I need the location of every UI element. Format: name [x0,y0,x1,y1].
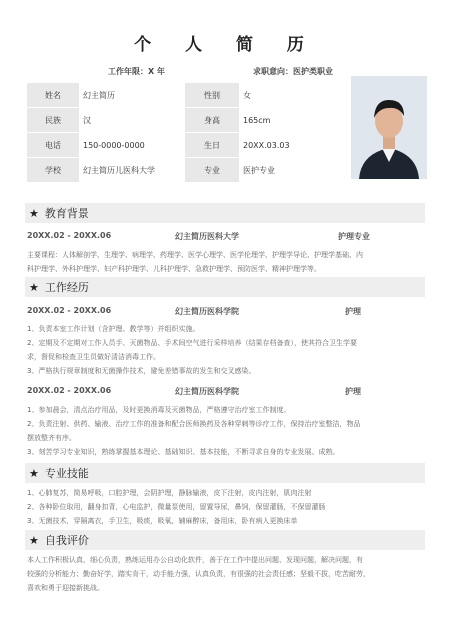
work-entry [27,386,427,398]
star-icon: ★ [29,280,39,294]
self-evaluation-text [27,553,427,595]
text-line: 1、参加晨会，清点治疗用品，及时更换消毒及灭菌物品，严格遵守治疗室工作制度。 [27,406,291,414]
work-years: 工作年限：X 年 [108,67,165,76]
text-line: 1、负责本室工作计划（含护理、教学等）并组织实施。 [27,325,200,333]
education-entry [27,231,427,243]
education-courses [27,248,427,276]
info-label: 姓名 [27,83,79,107]
star-icon: ★ [29,533,39,547]
text-line: 1、心肺复苏，简易呼吸，口腔护理，会阴护理，静脉输液，皮下注射，皮内注射，肌肉注射 [27,489,312,497]
section-title: 工作经历 [44,281,89,294]
info-label: 性别 [185,83,239,107]
info-row [27,158,343,182]
text-line: 较强的分析能力；勤奋好学，踏实肯干，动手能力强，认真负责，有很强的社会责任感；坚毅不拔，吃苦耐劳， [27,570,370,578]
text-line: 主要课程：人体解剖学、生理学、病理学、药理学、医学心理学、医学伦理学、护理学导论、护理学基础、内 [27,251,363,259]
skills-list [27,486,427,528]
info-label: 民族 [27,108,79,132]
text-line: 喜欢和勇于迎接新挑战。 [27,584,104,592]
text-line: 摆放整齐有序。 [27,434,76,442]
entry-role: 护理 [345,387,361,396]
text-line: 2、负责注射、供药、输液、治疗工作的准备和配合医师换药及各种穿刺等诊疗工作，保持治疗室整洁，物品 [27,420,361,428]
entry-date: 20XX.02 - 20XX.06 [27,306,112,315]
text-line: 求，督促和检查卫生员做好清洁消毒工作。 [27,353,160,361]
section-work [25,277,425,297]
star-icon: ★ [29,206,39,220]
entry-org: 幻主简历医科学院 [175,307,239,316]
basic-info-table [27,83,343,183]
person-portrait-icon [351,76,427,179]
section-title: 教育背景 [44,207,89,220]
entry-date: 20XX.02 - 20XX.06 [27,386,112,395]
text-line: 3、刻苦学习专业知识，熟练掌握基本理论、基础知识、基本技能，不断寻求自身的专业发展、成熟。 [27,448,340,456]
job-intention: 求职意向：医护类职业 [253,67,333,76]
text-line: 2、定期及不定期对工作人员手、灭菌物品、手术间空气进行采样培养（结果存档备查），使其符合卫生学要 [27,339,357,347]
text-line: 3、严格执行规章制度和无菌操作技术，避免差错事故的发生和交叉感染。 [27,367,256,375]
entry-org: 幻主简历医科大学 [175,232,239,241]
text-line: 本人工作积极认真，细心负责，熟练运用办公自动化软件，善于在工作中提出问题、发现问题，解决问题，有 [27,556,363,564]
info-row [27,108,343,132]
info-label: 电话 [27,133,79,157]
work-duties [27,403,427,459]
info-row [27,83,343,107]
info-label: 专业 [185,158,239,182]
section-skills [25,463,425,483]
profile-photo [351,76,427,179]
section-self-evaluation [25,530,425,550]
info-value: 汉 [79,108,181,132]
info-value: 医护专业 [239,158,343,182]
info-value: 幻主简历儿医科大学 [79,158,181,182]
work-entry [27,306,427,318]
entry-date: 20XX.02 - 20XX.06 [27,231,112,240]
section-title: 自我评价 [44,534,89,547]
star-icon: ★ [29,466,39,480]
info-value: 幻主简历 [79,83,181,107]
info-label: 身高 [185,108,239,132]
text-line: 科护理学、外科护理学、妇产科护理学、儿科护理学、急救护理学、预防医学、精神护理学等。 [27,265,321,273]
info-row [27,133,343,157]
text-line: 2、各种卧位取用，翻身扣背，心电监护，微量泵使用，留置导尿，鼻饲，保留灌肠，不保留灌肠 [27,503,326,511]
info-value: 20XX.03.03 [239,133,343,157]
section-education [25,203,425,223]
entry-role: 护理 [345,307,361,316]
work-duties [27,322,427,378]
info-value: 150-0000-0000 [79,133,181,157]
resume-title: 个 人 简 历 [134,35,318,55]
info-value: 女 [239,83,343,107]
info-value: 165cm [239,108,343,132]
entry-org: 幻主简历医科学院 [175,387,239,396]
info-label: 生日 [185,133,239,157]
text-line: 3、无菌技术，穿隔离衣，手卫生，吸痰，吸氧，辅麻醉床，备用床，卧有病人更换床单 [27,517,298,525]
entry-role: 护理专业 [338,232,370,241]
section-title: 专业技能 [44,467,89,480]
info-label: 学校 [27,158,79,182]
